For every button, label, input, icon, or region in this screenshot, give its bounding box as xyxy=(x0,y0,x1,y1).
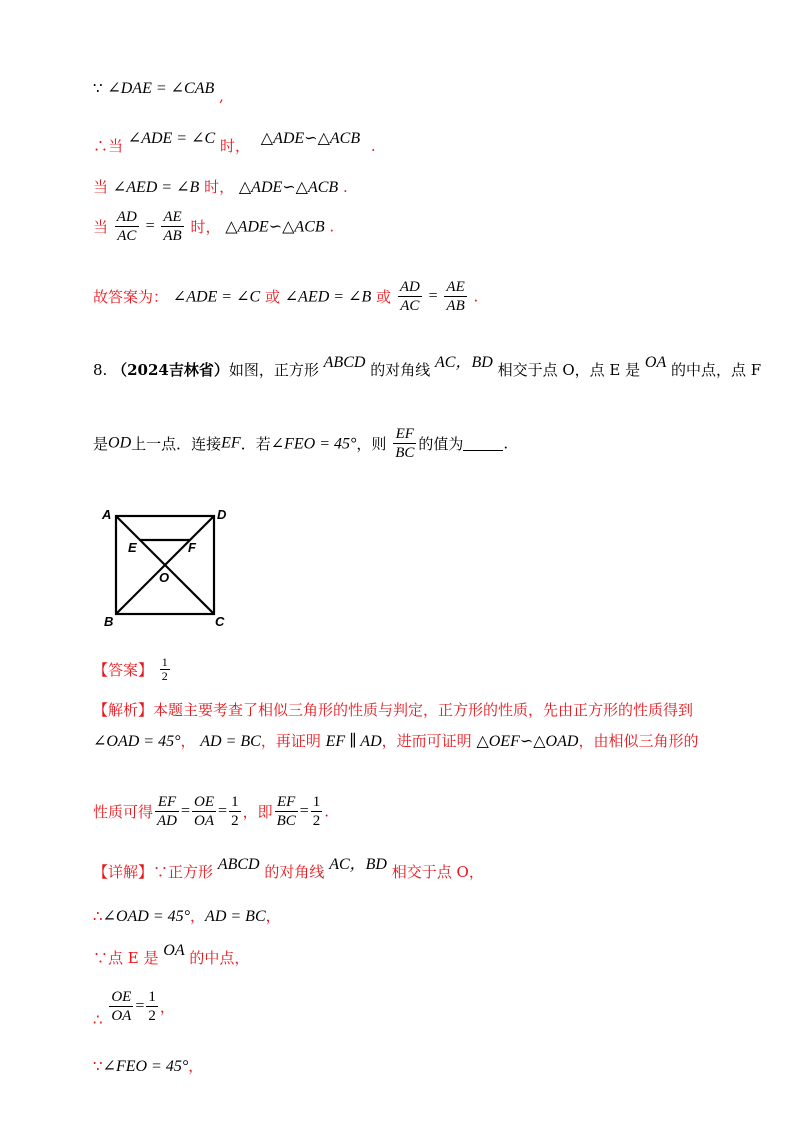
because-symbol: ∵ xyxy=(93,79,103,97)
analysis-text: 本题主要考查了相似三角形的性质与判定，正方形的性质，先由正方形的性质得到 xyxy=(153,701,694,719)
text: 性质可得 xyxy=(93,803,154,821)
fraction: $\frac{1}{2}$ xyxy=(312,794,321,829)
label-b: B xyxy=(104,614,114,629)
fraction: $\frac{1}{2}$ xyxy=(231,794,239,829)
math-expression: △ADE∽△ACB xyxy=(225,218,325,236)
text: ∴ xyxy=(93,907,103,925)
text: 的对角线 xyxy=(370,361,431,379)
math-expression: ∠AED = ∠B xyxy=(284,288,372,306)
math-expression: △OEF∽△OAD xyxy=(476,733,579,750)
text: 是 xyxy=(93,435,109,453)
text: ，再证明 xyxy=(260,732,321,750)
math-expression: ∠DAE = ∠CAB xyxy=(107,80,215,97)
math-expression: ∠ADE = ∠C xyxy=(172,288,261,306)
text: ．若 xyxy=(240,435,271,453)
math-expression: OA xyxy=(644,354,667,371)
text: 的值为 xyxy=(418,435,464,453)
fraction: $\frac{AD}{AC}$ xyxy=(399,279,420,314)
equals: = xyxy=(428,287,438,305)
detail-line-2 xyxy=(93,906,281,927)
text: ， xyxy=(180,732,196,750)
text: 时， xyxy=(204,178,235,196)
math-expression: AC，BD xyxy=(329,856,387,873)
fraction: $\frac{OE}{OA}$ xyxy=(194,794,215,829)
prev-line-1 xyxy=(93,78,224,105)
math-expression: ∠FEO = 45° xyxy=(102,1058,189,1075)
text: 时， xyxy=(190,218,221,236)
answer-line xyxy=(93,656,172,683)
fraction: $\frac{EF}{BC}$ xyxy=(395,426,415,461)
prev-answer-line xyxy=(93,278,478,315)
label-f: F xyxy=(188,540,196,555)
text: 的中点，点 F xyxy=(671,361,762,379)
text: ， xyxy=(190,907,206,925)
prev-line-2 xyxy=(93,130,376,157)
text: 相交于点 O，点 E 是 xyxy=(497,361,641,379)
math-expression: AC，BD xyxy=(435,354,493,371)
detail-line-1 xyxy=(93,856,484,883)
label-d: D xyxy=(217,507,227,522)
analysis-line-3: 性质可得 $\frac{EF}{AD}$ = $\frac{OE}{OA}$ = $\frac{1}{2}$ ，即 $\frac{EF}{BC}$ = $\frac{1}{2}$ . xyxy=(93,794,330,829)
fraction: $\frac{AD}{AC}$ xyxy=(116,209,137,244)
math-expression: EF xyxy=(221,434,241,452)
detail-line-3 xyxy=(93,942,250,969)
fraction: $\frac{EF}{BC}$ xyxy=(276,794,296,829)
punctuation: . xyxy=(473,287,479,306)
text: 如图，正方形 xyxy=(228,361,319,379)
analysis-line-1 xyxy=(93,700,693,720)
text: ∵点 E 是 xyxy=(93,949,159,967)
math-expression: ∠OAD = 45° xyxy=(93,733,181,750)
text: ，由相似三角形的 xyxy=(578,732,699,750)
text: ， xyxy=(159,998,175,1016)
math-expression: OA xyxy=(163,942,185,959)
detail-line-5 xyxy=(93,1056,203,1077)
punctuation: . xyxy=(342,178,348,196)
text: 或 xyxy=(376,288,392,306)
detail-tag: 【详解】 xyxy=(93,863,154,881)
text: 相交于点 O， xyxy=(391,863,484,881)
text: 当 xyxy=(93,178,109,196)
math-expression: ABCD xyxy=(323,354,366,371)
text: ，即 xyxy=(242,803,273,821)
label-a: A xyxy=(102,507,112,522)
text: ∵ xyxy=(153,863,169,881)
math-expression: AD = BC xyxy=(200,733,261,750)
text: ∴ xyxy=(93,1010,103,1029)
math-expression: ∠OAD = 45° xyxy=(102,908,191,925)
text: ，则 xyxy=(356,435,387,453)
punctuation: . xyxy=(329,217,335,236)
prev-line-3 xyxy=(93,177,348,198)
answer-blank xyxy=(463,436,503,451)
punctuation: , xyxy=(219,87,224,105)
text: ∵ xyxy=(93,1057,103,1075)
text: 当 xyxy=(93,218,109,236)
equals: = xyxy=(145,217,155,235)
text: 或 xyxy=(264,288,280,306)
math-expression: △ADE∽△ACB xyxy=(238,179,339,196)
label-o: O xyxy=(159,570,170,585)
punctuation: . xyxy=(324,802,330,821)
fraction: $\frac{AE}{AB}$ xyxy=(163,209,182,244)
answer-fraction: $\frac{1}{2}$ xyxy=(161,655,168,683)
math-expression: EF ∥ AD xyxy=(325,733,382,750)
math-expression: AD = BC xyxy=(205,908,266,925)
punctuation: . xyxy=(370,137,376,155)
fraction: $\frac{OE}{OA}$ xyxy=(111,989,132,1024)
math-expression: ABCD xyxy=(217,856,260,873)
question-source: （2024吉林省） xyxy=(112,361,229,379)
text: = xyxy=(135,997,145,1015)
prev-line-4 xyxy=(93,208,334,245)
question-8-line-2 xyxy=(93,425,508,462)
text: 时， xyxy=(219,137,250,155)
text: ，进而可证明 xyxy=(381,732,472,750)
detail-line-4 xyxy=(93,988,175,1029)
answer-tag: 【答案】 xyxy=(93,661,154,679)
fraction: $\frac{EF}{AD}$ xyxy=(157,794,178,829)
text: 上一点．连接 xyxy=(131,435,222,453)
analysis-line-2 xyxy=(93,731,698,752)
math-expression: ∠ADE = ∠C xyxy=(127,130,216,147)
label-e: E xyxy=(128,540,137,555)
text: ∴当 xyxy=(93,137,124,155)
square-figure xyxy=(100,505,235,630)
label-c: C xyxy=(215,614,225,629)
text: ， xyxy=(265,907,281,925)
question-number: 8. xyxy=(93,361,108,379)
text: 的对角线 xyxy=(264,863,325,881)
math-expression: ∠AED = ∠B xyxy=(112,179,200,196)
math-expression: OD xyxy=(108,434,132,452)
punctuation: . xyxy=(503,434,509,453)
question-8-line-1 xyxy=(93,354,762,381)
text: 故答案为： xyxy=(93,288,169,306)
text: 的中点， xyxy=(189,949,250,967)
text: 正方形 xyxy=(168,863,214,881)
fraction: $\frac{AE}{AB}$ xyxy=(446,279,465,314)
fraction: $\frac{1}{2}$ xyxy=(148,989,156,1024)
math-expression: △ADE∽△ACB xyxy=(260,130,361,147)
text: ， xyxy=(188,1057,204,1075)
analysis-tag: 【解析】 xyxy=(93,701,154,719)
math-expression: ∠FEO = 45° xyxy=(270,435,357,453)
